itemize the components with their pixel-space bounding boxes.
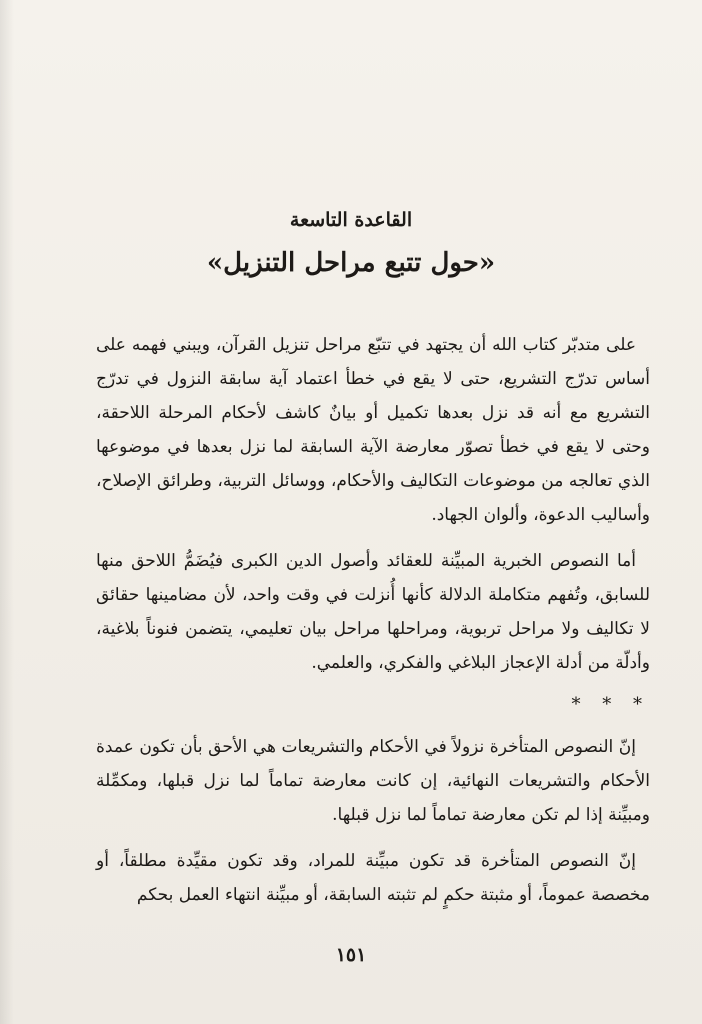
chapter-subtitle: «حول تتبع مراحل التنزيل» (206, 248, 496, 278)
paragraph-2: أما النصوص الخبرية المبيِّنة للعقائد وأصول الدين الكبرى فيُضَمُّ اللاحق منها للسابق، وتُفهم متكاملة الدلالة كأنها أُنزلت في وقت واحد، لأن مضامينها حقائق لا تكاليف ولا مراحل تربوية، ومراحلها مراحل بيان تعليمي، يتضمن فنوناً بلاغية، وأدلّة من أدلة الإعجاز البلاغي والفكري، والعلمي. (96, 551, 650, 673)
paragraph-1: على متدبّر كتاب الله أن يجتهد في تتبّع مراحل تنزيل القرآن، ويبني فهمه على أساس تدرّج التشريع، حتى لا يقع في خطأ اعتماد آية سابقة النزول في تدرّج التشريع مع أنه قد نزل بعدها تكميل أو بيانٌ كاشف لأحكام المرحلة اللاحقة، وحتى لا يقع في خطأ تصوّر معارضة الآية السابقة لما نزل بعدها في موضوعها الذي تعالجه من موضوعات التكاليف والأحكام، ووسائل التربية، وطرائق الإصلاح، وأساليب الدعوة، وألوان الجهاد. (96, 335, 650, 525)
paragraph-3: إنّ النصوص المتأخرة نزولاً في الأحكام والتشريعات هي الأحق بأن تكون عمدة الأحكام والتشريعات النهائية، إن كانت معارضة تماماً لما نزل قبلها، ومكمِّلة ومبيِّنة إذا لم تكن معارضة تماماً لما نزل قبلها. (96, 737, 650, 825)
page-edge-shadow (0, 0, 14, 1024)
body-text (96, 328, 650, 924)
section-separator: * * * (571, 694, 650, 715)
paragraph-4: إنّ النصوص المتأخرة قد تكون مبيِّنة للمراد، وقد تكون مقيِّدة مطلقاً، أو مخصصة عموماً، أو مثبتة حكمٍ لم تثبته السابقة، أو مبيِّنة انتهاء العمل بحكم (96, 851, 650, 905)
chapter-title: القاعدة التاسعة (289, 209, 413, 231)
page-number: ١٥١ (335, 944, 367, 966)
